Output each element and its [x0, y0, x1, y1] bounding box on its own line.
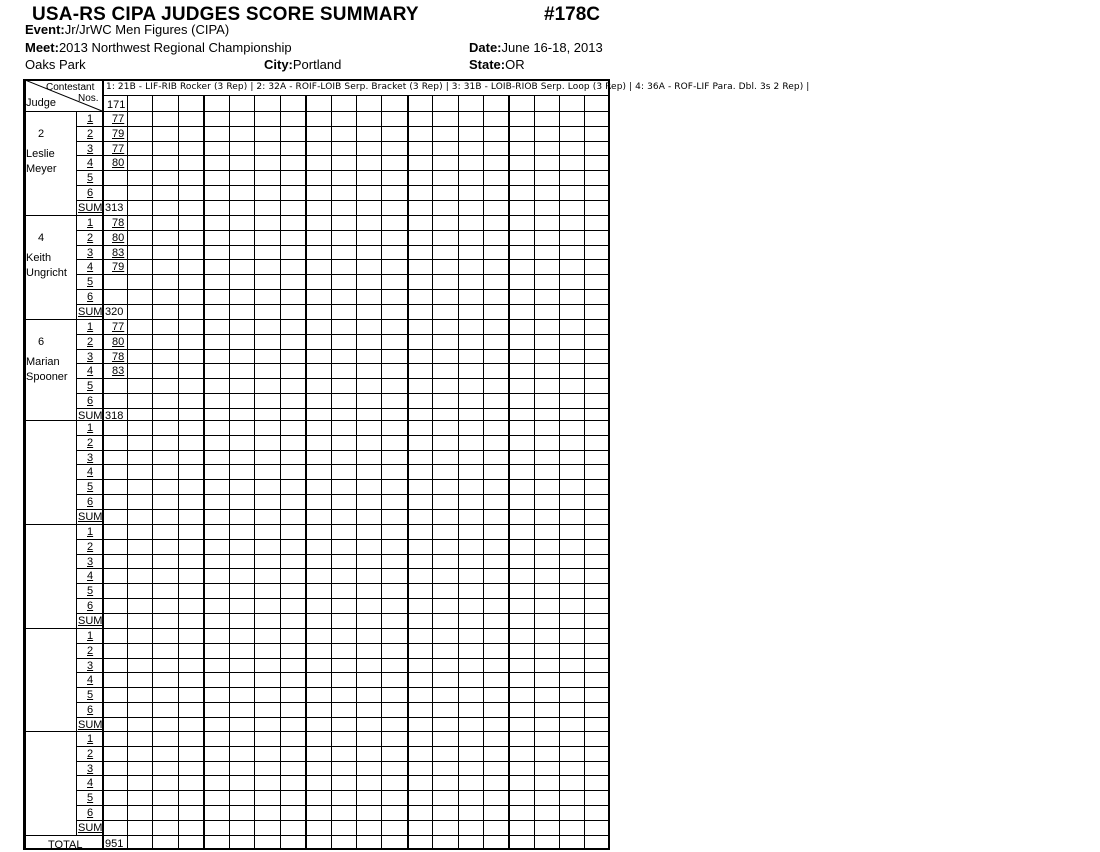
row-divider: [76, 450, 610, 451]
row-divider: [76, 775, 610, 776]
figure-row-label: 3: [87, 452, 94, 464]
score-cell: 77: [112, 143, 125, 155]
column-divider: [381, 95, 382, 849]
total-label: TOTAL: [48, 839, 83, 851]
score-cell: 78: [112, 351, 125, 363]
judge-first-name: Marian: [26, 356, 60, 368]
total-value: 951: [105, 838, 124, 850]
figure-row-label: 4: [87, 365, 94, 377]
event-line: [25, 22, 229, 38]
judge-block-divider: [23, 628, 610, 629]
sum-label: SUM: [78, 511, 103, 523]
column-divider: [432, 95, 433, 849]
figure-row-label: 5: [87, 585, 94, 597]
row-divider: [76, 805, 610, 806]
column-divider: [254, 95, 255, 849]
figure-row-label: 6: [87, 704, 94, 716]
row-divider: [76, 687, 610, 688]
row-divider: [76, 200, 610, 201]
judge-first-name: Keith: [26, 252, 52, 264]
judge-sum-score: 318: [105, 410, 124, 422]
judge-number: 2: [38, 128, 45, 140]
figure-row-label: 3: [87, 247, 94, 259]
figure-row-label: 6: [87, 807, 94, 819]
row-divider: [76, 820, 610, 821]
row-divider: [76, 613, 610, 614]
figure-row-label: 1: [87, 630, 94, 642]
column-divider: [584, 95, 585, 849]
row-divider: [76, 464, 610, 465]
row-divider: [76, 408, 610, 409]
event-value: Jr/JrWC Men Figures (CIPA): [64, 22, 230, 37]
judge-info: [26, 335, 68, 385]
figure-divider: [305, 95, 307, 849]
meet-line: [25, 40, 292, 56]
judge-info: [26, 436, 38, 441]
row-divider: [76, 435, 610, 436]
venue: Oaks Park: [25, 57, 86, 72]
figure-row-label: 5: [87, 380, 94, 392]
date-value: June 16-18, 2013: [501, 40, 603, 55]
row-divider: [76, 539, 610, 540]
row-divider: [76, 185, 610, 186]
column-divider: [483, 95, 484, 849]
meet-label: Meet:: [25, 40, 59, 55]
figure-row-label: 6: [87, 291, 94, 303]
judge-number: 4: [38, 232, 45, 244]
figure-row-label: 5: [87, 689, 94, 701]
column-divider: [534, 95, 535, 849]
row-divider: [76, 170, 610, 171]
row-divider: [76, 746, 610, 747]
figure-divider: [508, 95, 510, 849]
figure-row-label: 5: [87, 792, 94, 804]
score-cell: 79: [112, 128, 125, 140]
figure-row-label: 6: [87, 187, 94, 199]
figure-row-label: 6: [87, 600, 94, 612]
figure-row-label: 5: [87, 276, 94, 288]
judge-sum-score: 313: [105, 202, 124, 214]
sum-label: SUM: [78, 306, 103, 318]
figure-row-label: 4: [87, 157, 94, 169]
judge-number: 6: [38, 336, 45, 348]
sum-label: SUM: [78, 410, 103, 422]
column-divider: [559, 95, 560, 849]
page-title: USA-RS CIPA JUDGES SCORE SUMMARY: [32, 4, 419, 25]
sum-label: SUM: [78, 615, 103, 627]
row-divider: [76, 245, 610, 246]
score-cell: 83: [112, 365, 125, 377]
judge-last-name: Spooner: [26, 371, 68, 383]
table-border-left: [23, 79, 26, 850]
form-number: #178C: [544, 4, 600, 25]
judge-info: [26, 747, 38, 752]
judge-info: [26, 540, 38, 545]
event-label: Event:: [25, 22, 65, 37]
figures-header: 1: 21B - LIF-RIB Rocker (3 Rep) | 2: 32A - ROIF-LOIB Serp. Bracket (3 Rep) | 3: 31B - LOIB-RIOB Serp. Loop (3 Rep) | 4: 36A - ROF-LIF Para. Dbl. 3s 2 Rep) |: [106, 82, 810, 92]
row-divider: [76, 259, 610, 260]
row-divider: [76, 761, 610, 762]
row-divider: [76, 304, 610, 305]
figure-row-label: 4: [87, 570, 94, 582]
row-divider: [76, 598, 610, 599]
total-row-divider: [23, 835, 610, 836]
figure-row-label: 2: [87, 232, 94, 244]
row-divider: [76, 790, 610, 791]
sum-label: SUM: [78, 202, 103, 214]
score-cell: 77: [112, 321, 125, 333]
row-divider: [76, 643, 610, 644]
column-divider: [178, 95, 179, 849]
column-divider: [229, 95, 230, 849]
judge-last-name: Meyer: [26, 163, 57, 175]
row-divider: [76, 334, 610, 335]
figure-row-label: 3: [87, 660, 94, 672]
figure-row-label: 1: [87, 526, 94, 538]
score-cell: 78: [112, 217, 125, 229]
judge-sum-score: 320: [105, 306, 124, 318]
row-divider: [76, 509, 610, 510]
figure-row-label: 3: [87, 143, 94, 155]
row-divider: [76, 155, 610, 156]
figure-row-label: 2: [87, 336, 94, 348]
figure-row-label: 4: [87, 466, 94, 478]
figure-row-label: 4: [87, 777, 94, 789]
column-divider: [152, 95, 153, 849]
figure-row-label: 2: [87, 541, 94, 553]
row-divider: [76, 702, 610, 703]
figure-row-label: 4: [87, 261, 94, 273]
row-divider: [76, 363, 610, 364]
figure-row-label: 1: [87, 113, 94, 125]
state-line: [469, 57, 525, 73]
figure-row-label: 2: [87, 748, 94, 760]
judge-block-divider: [23, 731, 610, 732]
row-divider: [76, 672, 610, 673]
row-divider: [76, 126, 610, 127]
row-divider: [76, 583, 610, 584]
score-cell: 80: [112, 157, 125, 169]
date-label: Date:: [469, 40, 502, 55]
row-divider: [76, 479, 610, 480]
score-cell: 77: [112, 113, 125, 125]
row-divider: [76, 230, 610, 231]
sum-label: SUM: [78, 719, 103, 731]
figure-row-label: 2: [87, 128, 94, 140]
figure-row-label: 1: [87, 422, 94, 434]
row-divider: [76, 568, 610, 569]
figure-divider: [407, 95, 409, 849]
figure-row-label: 1: [87, 217, 94, 229]
meet-value: 2013 Northwest Regional Championship: [58, 40, 292, 55]
row-divider: [76, 141, 610, 142]
city-line: [264, 57, 341, 73]
judge-info: [26, 231, 67, 281]
figure-divider: [203, 95, 205, 849]
figure-row-label: 3: [87, 351, 94, 363]
figure-row-label: 3: [87, 556, 94, 568]
corner-diagonal: [25, 80, 103, 112]
figure-row-label: 2: [87, 645, 94, 657]
column-divider: [280, 95, 281, 849]
row-divider: [76, 274, 610, 275]
row-divider: [76, 393, 610, 394]
score-cell: 83: [112, 247, 125, 259]
figure-row-label: 5: [87, 172, 94, 184]
figure-row-label: 1: [87, 321, 94, 333]
judge-last-name: Ungricht: [26, 267, 67, 279]
figure-row-label: 3: [87, 763, 94, 775]
row-divider: [76, 658, 610, 659]
column-divider: [356, 95, 357, 849]
row-divider: [76, 717, 610, 718]
row-divider: [76, 289, 610, 290]
judge-first-name: Leslie: [26, 148, 55, 160]
sum-label: SUM: [78, 822, 103, 834]
judge-info: [26, 127, 57, 177]
figure-row-label: 1: [87, 733, 94, 745]
row-divider: [76, 494, 610, 495]
row-divider: [76, 554, 610, 555]
corner-judge-label: Judge: [26, 97, 56, 109]
column-divider: [458, 95, 459, 849]
state-label: State:: [469, 57, 506, 72]
corner-nos-label: Nos.: [78, 93, 99, 104]
row-divider: [76, 378, 610, 379]
figure-row-label: 4: [87, 674, 94, 686]
date-line: [469, 40, 603, 56]
column-divider: [127, 95, 128, 849]
contestant-number: 171: [107, 99, 126, 111]
score-cell: 80: [112, 232, 125, 244]
figure-row-label: 6: [87, 395, 94, 407]
judge-info: [26, 644, 38, 649]
corner-contestant-label: Contestant: [46, 82, 95, 93]
judge-block-divider: [23, 524, 610, 525]
figure-row-label: 5: [87, 481, 94, 493]
table-border-top: [23, 79, 610, 81]
state-value: OR: [505, 57, 525, 72]
score-cell: 79: [112, 261, 125, 273]
figure-row-label: 2: [87, 437, 94, 449]
figure-row-label: 6: [87, 496, 94, 508]
city-value: Portland: [292, 57, 342, 72]
row-divider: [76, 349, 610, 350]
score-cell: 80: [112, 336, 125, 348]
column-divider: [331, 95, 332, 849]
city-label: City:: [264, 57, 293, 72]
